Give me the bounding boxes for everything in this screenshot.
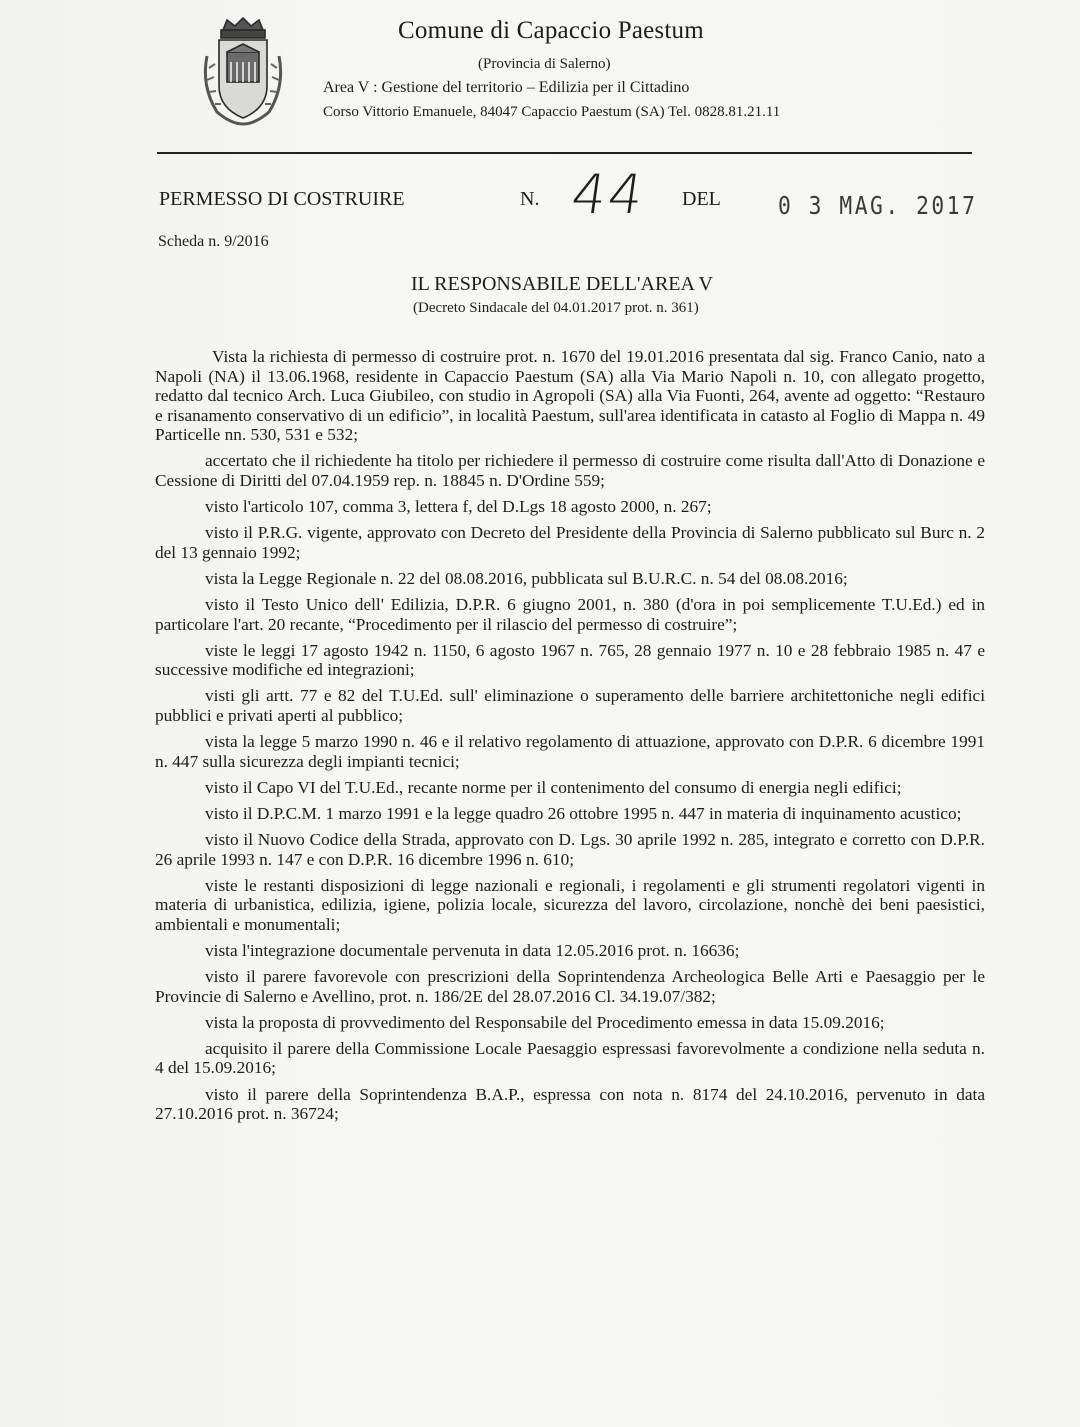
paragraph: visto il Capo VI del T.U.Ed., recante norme per il contenimento del consumo di energia negli edifici; (205, 777, 902, 797)
permit-number-label: N. (520, 188, 540, 210)
permit-body (155, 347, 985, 1130)
permit-number-handwritten: 44 (567, 163, 650, 226)
paragraph: visto il D.P.C.M. 1 marzo 1991 e la legge quadro 26 ottobre 1995 n. 447 in materia di inquinamento acustico; (205, 803, 962, 823)
paragraph: Vista la richiesta di permesso di costruire prot. n. 1670 del 19.01.2016 presentata dal sig. Franco Canio, nato a Napoli (NA) il 13.06.1968, residente in Capaccio Paestum (SA) alla Via Mario Napoli n. 10, con allegato progetto, redatto dal tecnico Arch. Luca Giubileo, con studio in Agropoli (SA) alla Via Fuonti, 264, avente ad oggetto: “Restauro e risanamento conservativo di un edificio”, in località Paestum, sull'area identificata in catasto al Foglio di Mappa n. 49 Particelle nn. 530, 531 e 532; (155, 347, 985, 445)
responsible-title: IL RESPONSABILE DELL'AREA V (411, 273, 713, 295)
municipality-title: Comune di Capaccio Paestum (398, 17, 704, 44)
paragraph: vista l'integrazione documentale pervenuta in data 12.05.2016 prot. n. 16636; (205, 940, 740, 960)
paragraph: visto il parere della Soprintendenza B.A.P., espressa con nota n. 8174 del 24.10.2016, pervenuto in data 27.10.2016 prot. n. 36724; (155, 1084, 985, 1124)
province-subtitle: (Provincia di Salerno) (478, 56, 611, 72)
paragraph: visto il Nuovo Codice della Strada, approvato con D. Lgs. 30 aprile 1992 n. 285, integrato e corretto con D.P.R. 26 aprile 1993 n. 147 e con D.P.R. 16 dicembre 1996 n. 610; (155, 829, 985, 869)
municipal-crest-icon (197, 16, 289, 128)
paragraph: acquisito il parere della Commissione Locale Paesaggio espressasi favorevolmente a condizione nella seduta n. 4 del 15.09.2016; (155, 1038, 985, 1078)
paragraph: vista la legge 5 marzo 1990 n. 46 e il relativo regolamento di attuazione, approvato con D.P.R. 6 dicembre 1991 n. 447 sulla sicurezza degli impianti tecnici; (155, 732, 985, 771)
permit-label: PERMESSO DI COSTRUIRE (159, 188, 405, 210)
decree-reference: (Decreto Sindacale del 04.01.2017 prot. n. 361) (413, 300, 699, 316)
paragraph: accertato che il richiedente ha titolo per richiedere il permesso di costruire come risulta dall'Atto di Donazione e Cessione di Diritti del 07.04.1959 rep. n. 18845 n. D'Ordine 559; (155, 451, 985, 491)
paragraph: visto il parere favorevole con prescrizioni della Soprintendenza Archeologica Belle Arti e Paesaggio per le Provincie di Salerno e Avellino, prot. n. 186/2E del 28.07.2016 Cl. 34.19.07/382; (155, 967, 985, 1006)
date-stamp: 0 3 MAG. 2017 (778, 191, 978, 220)
paragraph: visti gli artt. 77 e 82 del T.U.Ed. sull' eliminazione o superamento delle barriere architettoniche negli edifici pubblici e privati aperti al pubblico; (155, 686, 985, 725)
paragraph: visto il P.R.G. vigente, approvato con Decreto del Presidente della Provincia di Salerno pubblicato sul Burc n. 2 del 13 gennaio 1992; (155, 523, 985, 562)
file-reference: Scheda n. 9/2016 (158, 233, 269, 250)
paragraph: viste le leggi 17 agosto 1942 n. 1150, 6 agosto 1967 n. 765, 28 gennaio 1977 n. 10 e 28 febbraio 1985 n. 47 e successive modifiche ed integrazioni; (155, 640, 985, 680)
paragraph: viste le restanti disposizioni di legge nazionali e regionali, i regolamenti e gli strumenti regolatori vigenti in materia di urbanistica, edilizia, igiene, polizia locale, sicurezza del lavoro, circolazione, nonchè dei beni paesistici, ambientali e monumentali; (155, 875, 985, 934)
header-divider (157, 152, 972, 154)
permit-date-label: DEL (682, 188, 721, 210)
paragraph: vista la Legge Regionale n. 22 del 08.08.2016, pubblicata sul B.U.R.C. n. 54 del 08.08.2016; (205, 568, 848, 588)
paragraph: vista la proposta di provvedimento del Responsabile del Procedimento emessa in data 15.09.2016; (205, 1012, 885, 1032)
department-line: Area V : Gestione del territorio – Edilizia per il Cittadino (323, 79, 690, 96)
paragraph: visto il Testo Unico dell' Edilizia, D.P.R. 6 giugno 2001, n. 380 (d'ora in poi semplicemente T.U.Ed.) ed in particolare l'art. 20 recante, “Procedimento per il rilascio del permesso di costruire”; (155, 595, 985, 634)
paragraph: visto l'articolo 107, comma 3, lettera f, del D.Lgs 18 agosto 2000, n. 267; (205, 497, 712, 517)
address-line: Corso Vittorio Emanuele, 84047 Capaccio Paestum (SA) Tel. 0828.81.21.11 (323, 104, 781, 120)
